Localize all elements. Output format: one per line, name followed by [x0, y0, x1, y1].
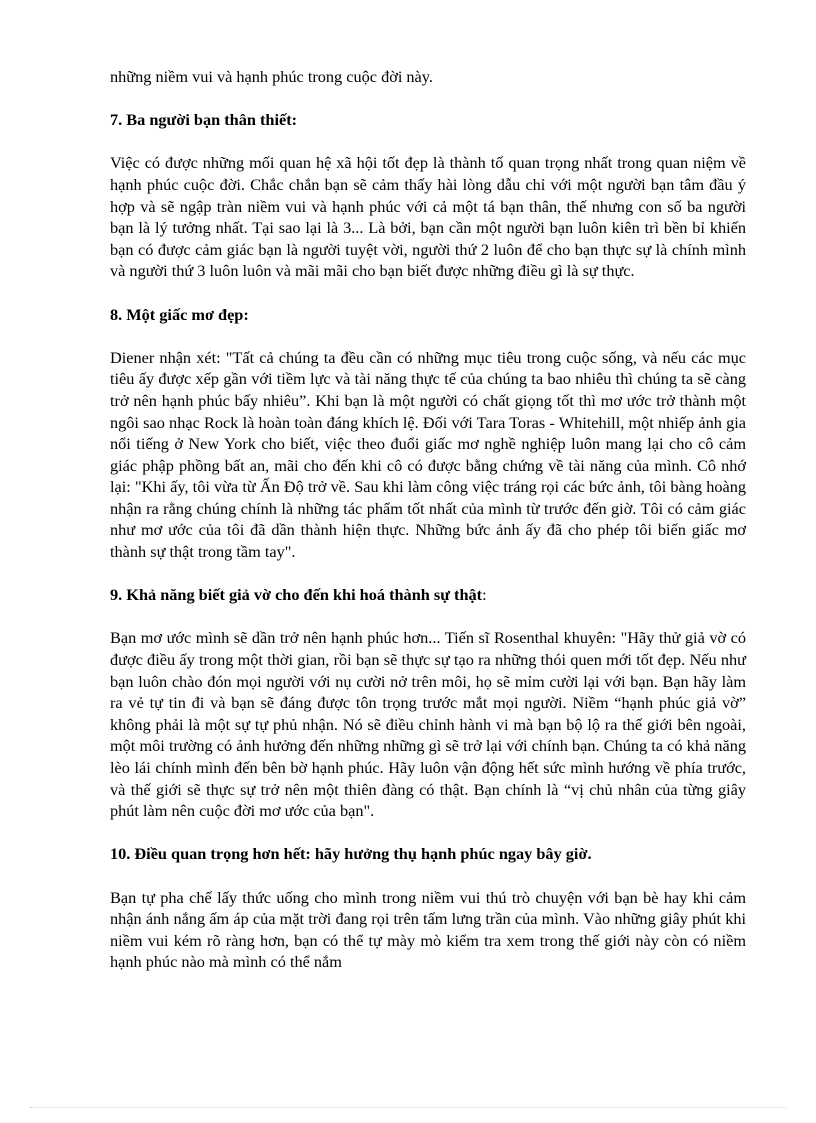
spacer — [110, 131, 746, 153]
intro-tail-paragraph: những niềm vui và hạnh phúc trong cuộc đời này. — [110, 67, 433, 86]
spacer — [110, 865, 746, 887]
spacer — [110, 822, 746, 844]
section-7-paragraph: Việc có được những mối quan hệ xã hội tốt đẹp là thành tố quan trọng nhất trong quan niệm về hạnh phúc cuộc đời. Chắc chắn bạn sẽ cảm thấy hài lòng dẫu chỉ với một người bạn tâm đầu ý hợp và sẽ ngập tràn niềm vui và hạnh phúc với cả một tá bạn thân, thế nhưng con số ba người bạn là lý tưởng nhất. Tại sao lại là 3... Là bởi, bạn cần một người bạn luôn kiên trì bền bỉ khiến bạn có được cảm giác bạn là người tuyệt vời, người thứ 2 luôn để cho bạn thực sự là chính mình và người thứ 3 luôn luôn và mãi mãi cho bạn biết được những điều gì là sự thực. — [110, 153, 746, 281]
section-10-paragraph: Bạn tự pha chế lấy thức uống cho mình trong niềm vui thú trò chuyện với bạn bè hay khi cảm nhận ánh nắng ấm áp của mặt trời đang rọi trên tấm lưng trần của mình. Vào những giây phút khi niềm vui kém rõ ràng hơn, bạn có thể tự mày mò kiểm tra xem trong thế giới này còn có niềm hạnh phúc nào mà mình có thể nắm — [110, 887, 746, 972]
section-10-heading: 10. Điều quan trọng hơn hết: hãy hưởng thụ hạnh phúc ngay bây giờ. — [110, 844, 592, 864]
page-bottom-divider — [30, 1107, 786, 1108]
section-8-heading: 8. Một giấc mơ đẹp: — [110, 304, 249, 324]
section-9-paragraph: Bạn mơ ước mình sẽ dần trở nên hạnh phúc hơn... Tiến sĩ Rosenthal khuyên: "Hãy thử giả vờ có được điều ấy trong một thời gian, rồi bạn sẽ thực sự tạo ra những thói quen mới tốt đẹp. Nếu như bạn luôn chào đón mọi người với nụ cười nở trên môi, họ sẽ mỉm cười lại với bạn. Bạn hãy làm ra vẻ tự tin đi và bạn sẽ đáng được tôn trọng trước mắt mọi người. Niềm “hạnh phúc giả vờ” không phải là một sự tự phủ nhận. Nó sẽ điều chỉnh hành vi mà bạn bộ lộ ra thế giới bên ngoài, một môi trường có ảnh hưởng đến những những gì sẽ trở lại với chính bạn. Chúng ta có khả năng lèo lái chính mình đến bên bờ hạnh phúc. Hãy luôn vận động hết sức mình hướng về phía trước, và thế giới sẽ thực sự trở nên một thiên đàng có thật. Bạn chính là “vị chủ nhân của từng giây phút làm nên cuộc đời mơ ước của bạn". — [110, 628, 746, 821]
section-9-heading-colon: : — [482, 585, 487, 605]
document-page — [110, 66, 746, 973]
section-9-heading-text: 9. Khả năng biết giả vờ cho đến khi hoá thành sự thật — [110, 585, 483, 605]
spacer — [110, 563, 746, 585]
spacer — [110, 606, 746, 628]
section-9-heading — [110, 584, 746, 606]
spacer — [110, 325, 746, 347]
section-7-heading: 7. Ba người bạn thân thiết: — [110, 110, 298, 130]
section-8-paragraph: Diener nhận xét: "Tất cả chúng ta đều cần có những mục tiêu trong cuộc sống, và nếu các mục tiêu ấy được xếp gần với tiềm lực và tài năng thực tế của chúng ta bao nhiêu thì chúng ta sẽ càng trở nên hạnh phúc bấy nhiêu”. Khi bạn là một người có chất giọng tốt thì mơ ước trở thành một ngôi sao nhạc Rock là hoàn toàn đáng khích lệ. Đối với Tara Toras - Whitehill, một nhiếp ảnh gia nổi tiếng ở New York cho biết, việc theo đuổi giấc mơ nghề nghiệp luôn mang lại cho cô cảm giác phập phồng bất an, mãi cho đến khi cô có được bằng chứng về tài năng của mình. Cô nhớ lại: "Khi ấy, tôi vừa từ Ấn Độ trở về. Sau khi làm công việc tráng rọi các bức ảnh, tôi bàng hoàng nhận ra rằng chúng chính là những tác phẩm tốt nhất của mình từ trước đến giờ. Tôi có cảm giác như mơ ước của tôi đã dần thành hiện thực. Những bức ảnh ấy đã cho phép tôi biến giấc mơ thành sự thật trong tầm tay". — [110, 347, 746, 562]
spacer — [110, 282, 746, 304]
spacer — [110, 88, 746, 110]
